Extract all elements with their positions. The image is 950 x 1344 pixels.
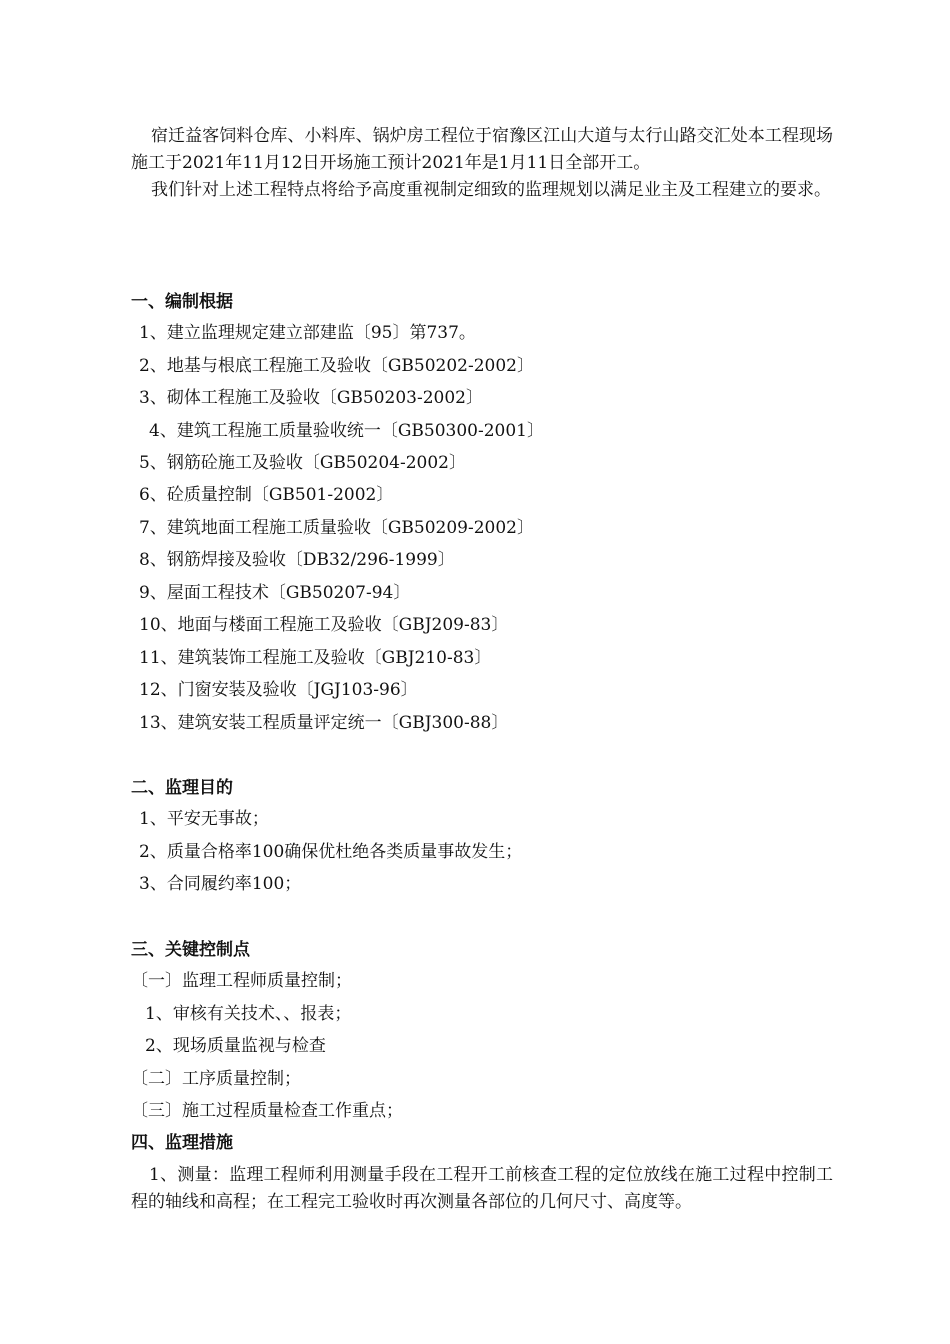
basis-item-6: 6、砼质量控制〔GB501-2002〕	[139, 485, 394, 505]
section-heading-control-points: 三、关键控制点	[131, 940, 250, 960]
basis-item-12: 12、门窗安装及验收〔JGJ103-96〕	[139, 680, 418, 700]
basis-item-10: 10、地面与楼面工程施工及验收〔GBJ209-83〕	[139, 615, 509, 635]
control-point-2: 〔二〕工序质量控制；	[131, 1069, 301, 1089]
basis-item-2: 2、地基与根底工程施工及验收〔GB50202-2002〕	[139, 356, 534, 376]
basis-item-8: 8、钢筋焊接及验收〔DB32/296-1999〕	[139, 550, 455, 570]
basis-item-4: 4、建筑工程施工质量验收统一〔GB50300-2001〕	[149, 421, 544, 441]
intro-paragraph-2: 我们针对上述工程特点将给予高度重视制定细致的监理规划以满足业主及工程建立的要求。	[151, 180, 831, 200]
basis-item-11: 11、建筑装饰工程施工及验收〔GBJ210-83〕	[139, 648, 492, 668]
control-point-1-sub-2: 2、现场质量监视与检查	[145, 1036, 326, 1056]
basis-item-7: 7、建筑地面工程施工质量验收〔GB50209-2002〕	[139, 518, 534, 538]
basis-item-13: 13、建筑安装工程质量评定统一〔GBJ300-88〕	[139, 713, 509, 733]
section-heading-basis: 一、编制根据	[131, 292, 233, 312]
basis-item-9: 9、屋面工程技术〔GB50207-94〕	[139, 583, 411, 603]
objective-item-3: 3、合同履约率100；	[139, 874, 302, 894]
basis-item-1: 1、建立监理规定建立部建监〔95〕第737。	[139, 323, 476, 343]
measures-paragraph-1: 1、测量：监理工程师利用测量手段在工程开工前核查工程的定位放线在施工过程中控制工程的轴线和高程；在工程完工验收时再次测量各部位的几何尺寸、高度等。	[131, 1165, 833, 1212]
section-heading-objectives: 二、监理目的	[131, 778, 233, 798]
control-point-1: 〔一〕监理工程师质量控制；	[131, 971, 352, 991]
basis-item-3: 3、砌体工程施工及验收〔GB50203-2002〕	[139, 388, 483, 408]
control-point-3: 〔三〕施工过程质量检查工作重点；	[131, 1101, 403, 1121]
basis-item-5: 5、钢筋砼施工及验收〔GB50204-2002〕	[139, 453, 466, 473]
control-point-1-sub-1: 1、审核有关技术、、报表；	[145, 1004, 352, 1024]
section-heading-measures: 四、监理措施	[131, 1133, 233, 1153]
objective-item-2: 2、质量合格率100确保优杜绝各类质量事故发生；	[139, 842, 523, 862]
objective-item-1: 1、平安无事故；	[139, 809, 269, 829]
intro-paragraph-1: 宿迁益客饲料仓库、小料库、锅炉房工程位于宿豫区江山大道与太行山路交汇处本工程现场施工于2021年11月12日开场施工预计2021年是1月11日全部开工。	[131, 126, 833, 173]
